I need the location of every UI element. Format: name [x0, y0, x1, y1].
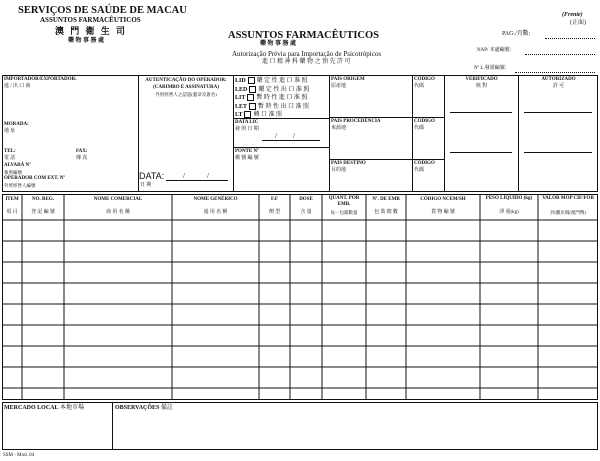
- col-dose-header: DOSE: [299, 197, 313, 202]
- col-valor-header: VALOR MOP CIF/FOB: [542, 196, 594, 201]
- col-nemb-header: Nº. DE EMB: [372, 197, 400, 202]
- org-subname-pt: ASSUNTOS FARMACÊUTICOS: [40, 16, 141, 24]
- importador-zh-label: 進 / 出 口 商: [4, 84, 31, 89]
- date-sep-2: /: [207, 172, 209, 180]
- lic-desc: 藥 定 性 出 口 准 照: [258, 86, 310, 93]
- form-code: SSM - Mod. 04: [3, 453, 35, 458]
- dept-name-pt: ASSUNTOS FARMACÊUTICOS: [228, 30, 380, 41]
- footer-section: [2, 402, 598, 450]
- col-quant-header: QUANT. POR EMB.: [328, 196, 360, 207]
- tel-label: TEL:: [4, 149, 16, 154]
- col-nome-generico-header-zh: 通 用 名 稱: [203, 210, 228, 215]
- data-lic-label: DATA LIC: [235, 120, 259, 125]
- lic-date-sep-1: /: [275, 132, 277, 140]
- col-nemb-header-zh: 包 裝 總 數: [374, 210, 398, 215]
- lic-code: LED: [235, 86, 248, 93]
- obs-zh-label: 備註: [160, 405, 173, 411]
- observacoes-field[interactable]: [115, 405, 173, 412]
- codigo-zh-label-3: 代碼: [414, 168, 425, 173]
- frente-zh-label: (正面): [570, 20, 586, 26]
- col-peso-header: PESO LÍQUIDO (kg): [485, 196, 533, 201]
- pais-origem-label: PAÍS ORIGEM: [331, 77, 365, 82]
- autorizado-zh-label: 許 可: [552, 84, 565, 89]
- lic-code: LID: [235, 77, 246, 84]
- pais-origem-zh-label: 原產地: [331, 84, 347, 89]
- col-item-header-zh: 項 目: [6, 210, 18, 215]
- mercado-zh-label: 本地市場: [60, 405, 85, 411]
- codigo-zh-label-1: 代碼: [414, 84, 425, 89]
- importador-label: IMPORTADOR/EXPORTADOR:: [4, 77, 77, 82]
- lic-desc: 轉 口 准 照: [253, 111, 282, 118]
- data-lic-zh-label: 發 照 日 期: [235, 127, 259, 132]
- pag-label: PAG./頁數:: [502, 31, 531, 37]
- autent-label: AUTENTICAÇÃO DO OPERADOR:: [145, 78, 227, 83]
- org-name-pt: SERVIÇOS DE SAÚDE DE MACAU: [18, 5, 187, 16]
- morada-zh-label: 地 址: [4, 129, 16, 134]
- col-nome-comercial-header: NOME COMERCIAL: [93, 197, 143, 202]
- autorizado-label: AUTORIZADO: [541, 77, 576, 82]
- ponte-zh-label: 橋 號 編 號: [235, 156, 259, 161]
- col-dose-header-zh: 含 量: [300, 210, 312, 215]
- lic-desc: 藥 定 性 進 口 准 照: [256, 77, 308, 84]
- col-noreg-header: NO. REG.: [31, 197, 55, 202]
- col-item-header: ITEM: [5, 197, 19, 202]
- autent-zh-label: 外貿經營人之認證(蓋章及簽名): [155, 92, 217, 97]
- pais-proc-label: PAÍS PROCEDÊNCIA: [331, 119, 381, 124]
- fax-zh-label: 傳 真: [76, 156, 88, 161]
- nl-label: Nº L.發證編號:: [474, 66, 507, 71]
- ponte-label: PONTE Nº: [235, 149, 259, 154]
- col-noreg-header-zh: 登 記 編 號: [31, 210, 55, 215]
- codigo-zh-label-2: 代碼: [414, 126, 425, 131]
- fax-label: FAX:: [76, 149, 88, 154]
- org-name-zh: 澳 門 衛 生 司: [55, 26, 128, 36]
- col-peso-header-zh: 淨 重(kg): [499, 210, 519, 215]
- pais-destino-zh-label: 目的地: [331, 168, 347, 173]
- verificado-zh-label: 核 對: [475, 84, 488, 89]
- org-subname-zh: 藥 物 事 務 處: [68, 38, 105, 44]
- mercado-local-field[interactable]: [4, 405, 84, 412]
- autent-sub-label: (CARIMBO E ASSINATURA): [153, 85, 219, 90]
- mercado-label: MERCADO LOCAL: [4, 405, 59, 411]
- codigo-label-2: CÓDIGO: [414, 119, 435, 124]
- frente-label: (Frente): [562, 12, 583, 18]
- col-nome-generico-header: NOME GENÉRICO: [193, 197, 238, 202]
- lic-desc: 暫 時 性 進 口 准 照: [256, 94, 308, 101]
- col-codigo-header-zh: 貨 物 編 號: [431, 210, 455, 215]
- lic-code: LET: [235, 103, 248, 110]
- alvara-zh-label: 執照編號: [4, 170, 22, 175]
- col-nome-comercial-header-zh: 商 用 名 稱: [106, 210, 130, 215]
- pais-proc-zh-label: 來源地: [331, 126, 347, 131]
- lic-code: LIT: [235, 94, 246, 101]
- verificado-label: VERIFICADO: [465, 77, 498, 82]
- lic-code: LT: [235, 111, 243, 118]
- lic-desc: 暫 時 性 出 口 准 照: [258, 103, 310, 110]
- tel-zh-label: 電 話: [4, 156, 16, 161]
- data-label: DATA:: [139, 171, 165, 181]
- date-sep-1: /: [183, 172, 185, 180]
- form-title-zh: 進 口 精 神 科 藥 物 之 預 先 許 可: [262, 59, 351, 65]
- form-title-pt: Autorização Prévia para Importação de Psicotrópicos: [232, 50, 382, 58]
- col-valor-header-zh: 到/離岸價(澳門幣): [550, 210, 586, 215]
- col-quant-header-zh: 每一包銷數量: [330, 210, 358, 215]
- operador-label: OPERADOR COM EXT. Nº: [4, 176, 66, 181]
- obs-label: OBSERVAÇÕES: [115, 405, 160, 411]
- pais-destino-label: PAÍS DESTINO: [331, 161, 366, 166]
- nap-label: NAP/ 本處編號:: [477, 48, 512, 53]
- codigo-label-3: CÓDIGO: [414, 161, 435, 166]
- codigo-label-1: CÓDIGO: [414, 77, 435, 82]
- morada-label: MORADA:: [4, 122, 29, 127]
- data-zh-label: 日 期: [140, 183, 152, 188]
- col-ff-header: F.F: [271, 197, 278, 202]
- dept-name-zh: 藥 物 事 務 處: [260, 41, 297, 47]
- alvara-label: ALVARÁ Nº: [4, 163, 31, 168]
- col-codigo-header: CÓDIGO NCEM/SH: [420, 197, 466, 202]
- operador-zh-label: 外貿經營人編號: [4, 183, 36, 188]
- col-ff-header-zh: 劑 型: [268, 210, 281, 215]
- lic-date-sep-2: /: [293, 132, 295, 140]
